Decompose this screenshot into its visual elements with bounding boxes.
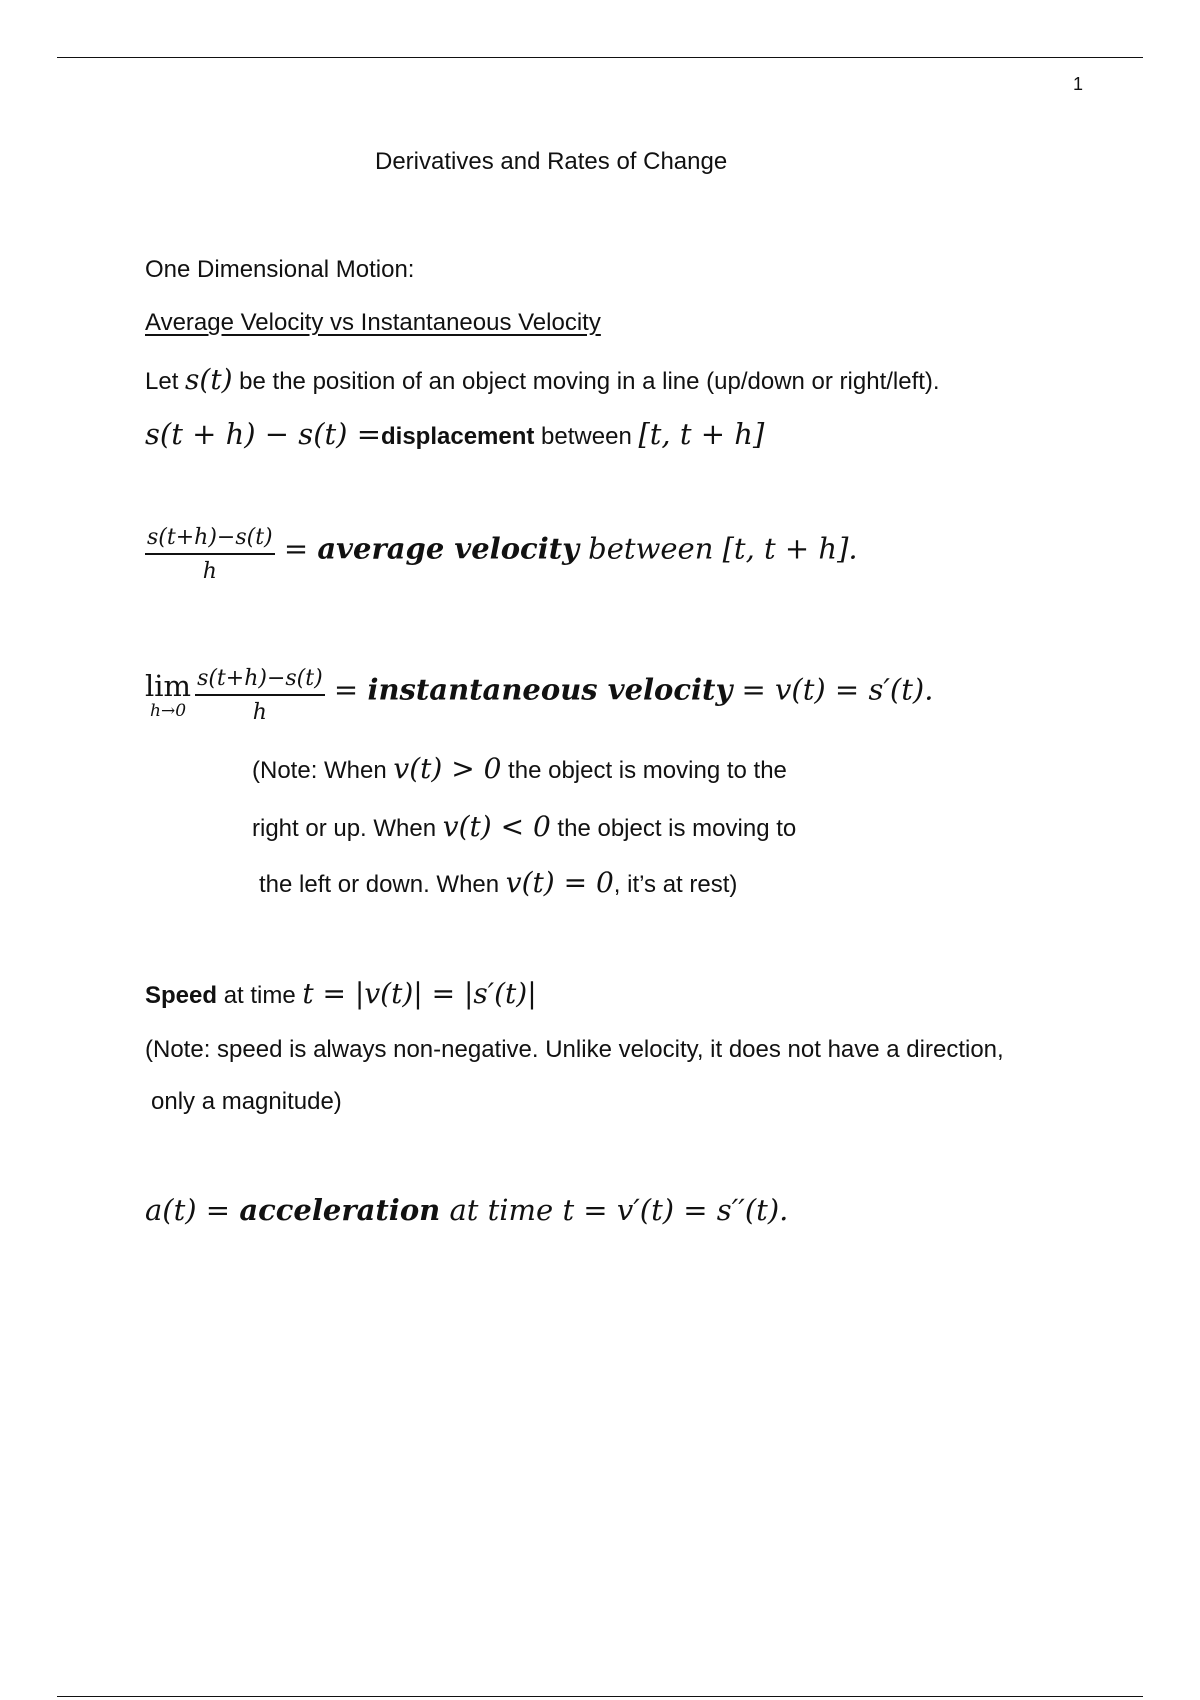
average-velocity-fraction (145, 525, 275, 584)
instant-fraction-denominator: h (252, 700, 267, 725)
note1-pre: (Note: When (252, 757, 394, 784)
section-heading: One Dimensional Motion: (145, 256, 415, 283)
displacement-line (145, 417, 764, 451)
instantaneous-velocity-line (145, 666, 933, 725)
average-velocity-term: average velocity (317, 531, 579, 566)
speed-line (145, 977, 537, 1010)
average-velocity-line (145, 525, 858, 584)
note1-post: the object is moving to the (501, 757, 787, 784)
acceleration-line (145, 1193, 788, 1227)
displacement-between: between (534, 423, 639, 450)
note2-math: v(t) < 0 (442, 810, 551, 843)
speed-formula: t = |v(t)| = |s′(t)| (302, 977, 537, 1010)
instantaneous-velocity-term: instantaneous velocity (367, 672, 733, 707)
limit-operator (145, 668, 192, 721)
limit-subscript: h→0 (150, 700, 187, 721)
displacement-term: displacement (381, 423, 535, 450)
let-position-line (145, 363, 940, 396)
accel-post: at time t = v′(t) = s′′(t). (440, 1193, 789, 1227)
note2-pre: right or up. When (252, 815, 443, 842)
note3-pre: the left or down. When (259, 871, 506, 898)
average-fraction-denominator: h (202, 559, 217, 584)
bottom-rule (57, 1696, 1143, 1697)
average-between-interval: between [t, t + h]. (578, 531, 858, 566)
acceleration-term: acceleration (239, 1193, 441, 1227)
top-rule (57, 57, 1143, 58)
speed-note-line-2: only a magnitude) (151, 1088, 342, 1115)
let-pre-text: Let (145, 368, 186, 395)
instantaneous-fraction (195, 666, 325, 725)
velocity-note-line-2 (252, 810, 796, 843)
note3-post: , it’s at rest) (613, 871, 738, 898)
displacement-formula: s(t + h) − s(t) = (145, 417, 381, 451)
average-equals: = (274, 531, 318, 566)
average-fraction-numerator: s(t+h)−s(t) (145, 525, 275, 555)
subheading: Average Velocity vs Instantaneous Velocity (145, 309, 601, 336)
page-number: 1 (1073, 74, 1084, 94)
note1-math: v(t) > 0 (393, 752, 502, 785)
speed-text: at time (217, 982, 303, 1009)
instant-equals: = (324, 672, 368, 707)
velocity-note-line-3 (259, 866, 737, 899)
speed-note-line-1: (Note: speed is always non-negative. Unlike velocity, it does not have a direction, (145, 1036, 1004, 1063)
let-post-text: be the position of an object moving in a line (up/down or right/left). (232, 368, 940, 395)
page-title: Derivatives and Rates of Change (375, 148, 728, 175)
instant-fraction-numerator: s(t+h)−s(t) (195, 666, 325, 696)
accel-pre: a(t) = (145, 1193, 240, 1227)
instant-derivative-expr: = v(t) = s′(t). (732, 672, 934, 707)
limit-lim: lim (145, 668, 192, 703)
note2-post: the object is moving to (550, 815, 797, 842)
displacement-interval: [t, t + h] (638, 417, 765, 451)
position-function: s(t) (185, 363, 233, 396)
speed-term: Speed (145, 982, 218, 1009)
velocity-note-line-1 (252, 752, 787, 785)
note3-math: v(t) = 0 (505, 866, 614, 899)
